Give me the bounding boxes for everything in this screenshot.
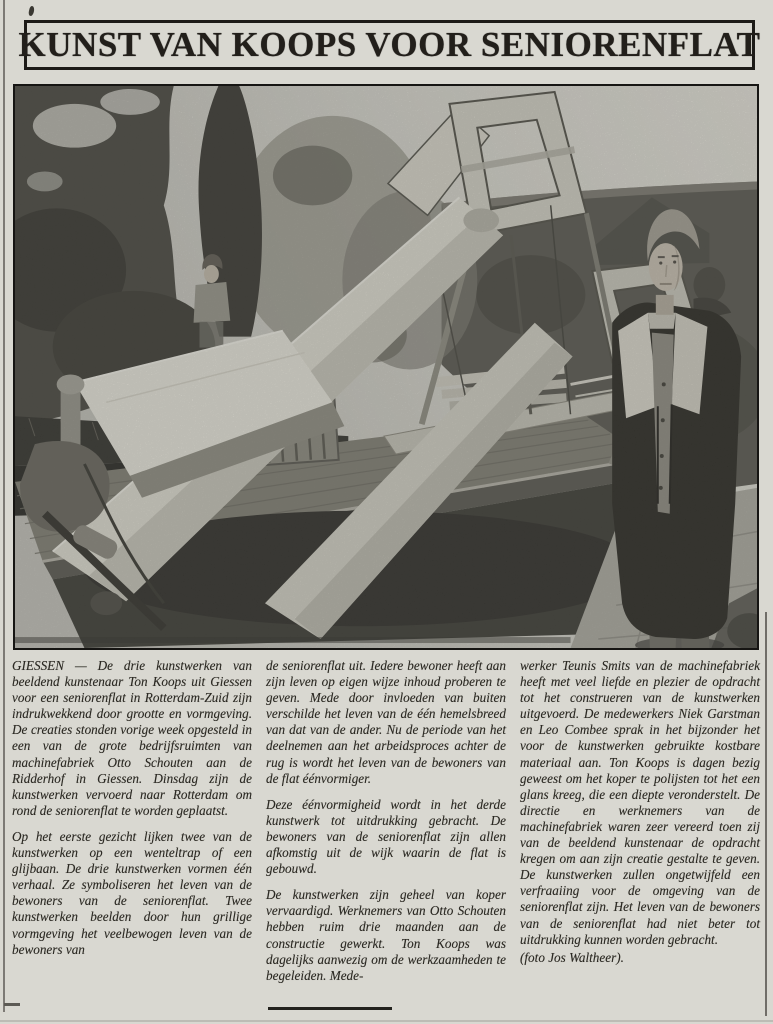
headline-box: [18, 20, 761, 70]
right-column-rule: [765, 612, 767, 1016]
article-body: [12, 658, 761, 994]
photo-credit: (foto Jos Waltheer).: [520, 949, 624, 965]
paragraph: GIESSEN — De drie kunstwerken van beeldend kunstenaar Ton Koops uit Giessen voor een seniorenflat in Rotterdam-Zuid zijn indrukwekkend door grootte en vormgeving. De creaties stonden vorige week opgesteld in een van de grote bedrijfsruimten van machinefabriek Otto Schouten aan de Ridderhof in Giessen. Dinsdag zijn de kunstwerken vervoerd naar Rotterdam om rond de seniorenflat te worden geplaatst.: [12, 658, 252, 818]
paragraph: Deze éénvormigheid wordt in het derde kunstwerk tot uitdrukking gebracht. De bewoners van de seniorenflat zijn allen afkomstig uit de wijk waarin de flat is gebouwd.: [266, 796, 506, 877]
news-photo-illustration: [15, 86, 757, 648]
left-column-rule: [3, 0, 5, 1012]
headline-text: KUNST VAN KOOPS VOOR SENIORENFLAT: [18, 25, 761, 64]
paragraph: De kunstwerken zijn geheel van koper vervaardigd. Werknemers van Otto Schouten hebben ruim drie maanden aan de constructie gewerkt. Ton Koops was dagelijks aanwezig om de werkzaamheden te begeleiden. Mede-: [266, 887, 506, 983]
paragraph: Op het eerste gezicht lijken twee van de kunstwerken op een wenteltrap of een glijbaan. De drie kunstwerken vormen één verhaal. Ze symboliseren het leven van de bewoners van de seniorenflat. Twee kunstwerken beelden door hun grillige vormgeving het veelbewogen leven van de bewoners van: [12, 828, 252, 957]
ink-speck: [28, 6, 35, 17]
text-column-3: [520, 658, 760, 994]
column2-end-rule: [268, 1007, 392, 1010]
bottom-edge-line: [0, 1020, 773, 1022]
paragraph: de seniorenflat uit. Iedere bewoner heeft aan zijn leven op eigen wijze inhoud proberen te geven. Mede door invloeden van buiten verschilde het leven van de één hemelsbreed van dat van de ander. Nu de periode van het deelnemen aan het arbeidsproces achter de rug is wordt het leven van de bewoners van de flat éénvormiger.: [266, 658, 506, 786]
left-end-mark: [4, 1003, 20, 1006]
text-column-1: [12, 658, 252, 994]
text-column-2: [266, 658, 506, 994]
paragraph: werker Teunis Smits van de machinefabriek heeft met veel liefde en plezier de opdracht tot het construeren van de kunstwerken uitgevoerd. De medewerkers Niek Garstman en Leo Combee sprak in het bijzonder het voor de kunstwerken gebruikte kostbare materiaal aan. Ton Koops is dagen bezig geweest om het koper te polijsten tot het een glans kreeg, die een diepte veronderstelt. De directie en werknemers van de machinefabriek waren zeer vereerd toen zij van de beeldend kunstenaar de opdracht kregen om aan zijn creatie gestalte te geven. De kunstwerken zullen ongetwijfeld een verfraaiing voor de omgeving van de seniorenflat zijn. Het leven van de bewoners van de seniorenflat had niet beter tot uitdrukking kunnen worden gebracht.: [520, 658, 760, 947]
photo-grain-overlay: [15, 86, 757, 648]
news-photo: [13, 84, 759, 650]
